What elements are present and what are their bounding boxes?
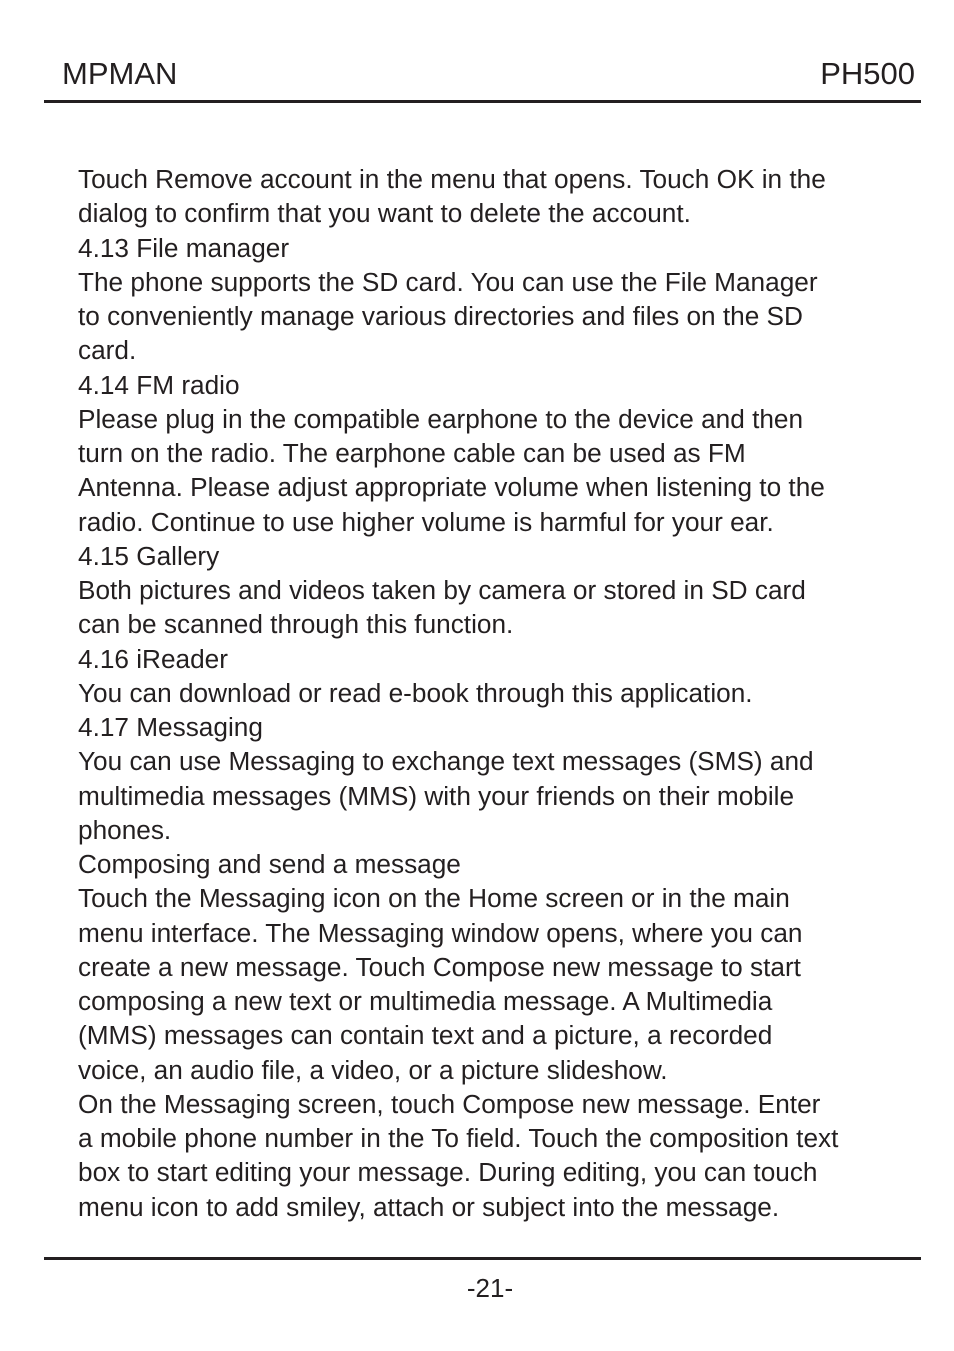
body-line: multimedia messages (MMS) with your friends on their mobile [78,780,795,811]
body-line: menu icon to add smiley, attach or subject into the message. [78,1191,780,1222]
body-line: Please plug in the compatible earphone to the device and then [78,403,804,434]
body-line: Antenna. Please adjust appropriate volume when listening to the [78,472,825,503]
body-line: You can download or read e-book through this application. [78,677,753,708]
section-heading-fm-radio: 4.14 FM radio [78,369,240,400]
body-line: (MMS) messages can contain text and a picture, a recorded [78,1020,773,1051]
body-line: menu interface. The Messaging window opens, where you can [78,917,803,948]
body-line: phones. [78,814,172,845]
body-line: to conveniently manage various directories and files on the SD [78,301,803,331]
footer-divider [44,1257,921,1260]
body-line: The phone supports the SD card. You can use the File Manager [78,266,818,297]
section-heading-gallery: 4.15 Gallery [78,540,220,571]
body-line: On the Messaging screen, touch Compose new message. Enter [78,1088,821,1119]
body-line: create a new message. Touch Compose new message to start [78,951,801,982]
section-heading-messaging: 4.17 Messaging [78,712,263,742]
subheading-composing: Composing and send a message [78,849,461,879]
page-header [44,50,921,103]
page-number: -21- [466,1273,514,1303]
body-line: Both pictures and videos taken by camera or stored in SD card [78,575,806,605]
manual-body [78,162,908,1224]
body-line: Touch the Messaging icon on the Home screen or in the main [78,883,790,914]
body-line: turn on the radio. The earphone cable can be used as FM [78,438,746,468]
body-line: radio. Continue to use higher volume is harmful for your ear. [78,506,774,537]
body-line: a mobile phone number in the To field. Touch the composition text [78,1123,839,1153]
body-line: voice, an audio file, a video, or a picture slideshow. [78,1054,668,1085]
body-line: box to start editing your message. During editing, you can touch [78,1157,818,1188]
body-line: You can use Messaging to exchange text messages (SMS) and [78,746,814,777]
body-line: Touch Remove account in the menu that opens. Touch OK in the [78,164,826,194]
body-line: card. [78,335,137,366]
body-line: composing a new text or multimedia message. A Multimedia [78,986,773,1016]
brand-name: MPMAN [62,56,178,91]
model-name: PH500 [820,56,915,91]
body-line: dialog to confirm that you want to delete the account. [78,198,691,229]
section-heading-ireader: 4.16 iReader [78,643,228,674]
body-line: can be scanned through this function. [78,609,514,640]
section-heading-file-manager: 4.13 File manager [78,232,290,263]
